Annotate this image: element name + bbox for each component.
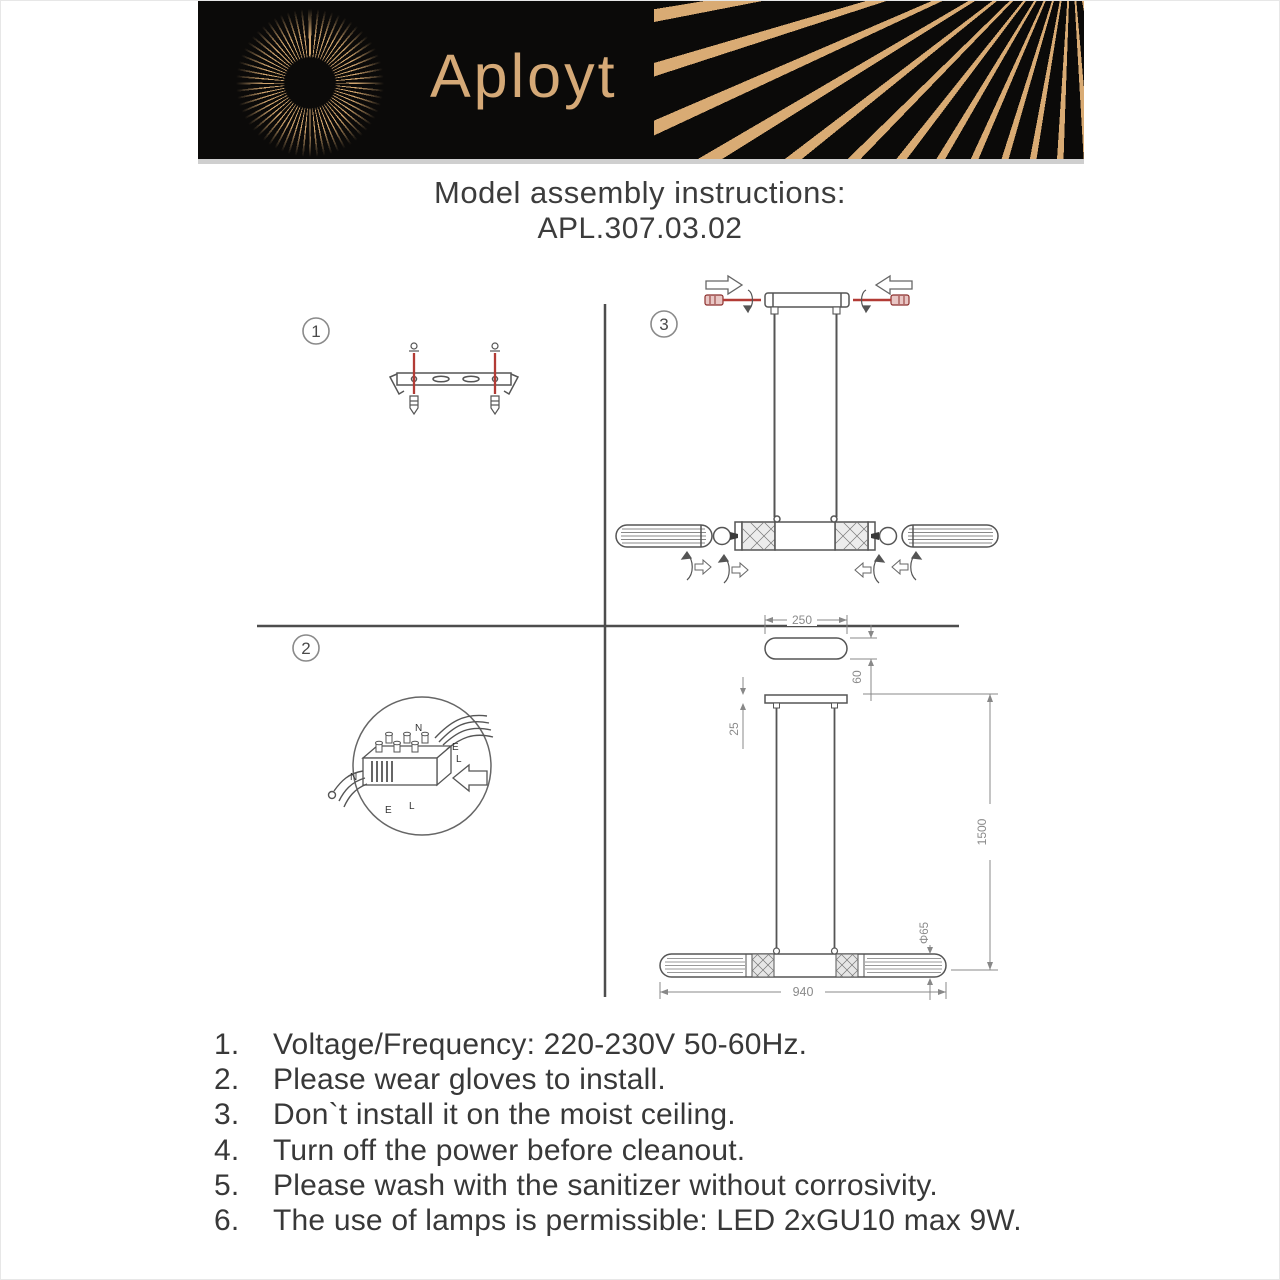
canopy-side [765,293,849,307]
item-number: 2. [214,1063,240,1097]
step-1-badge: 1 [311,322,321,341]
lamp-side-view [660,948,946,977]
instruction-list [214,1027,1134,1238]
dim-lamp-length: 940 [792,985,814,999]
list-item [214,1203,1134,1238]
canopy-top-view [765,638,847,659]
dim-suspension-height: 1500 [975,818,989,846]
item-text: The use of lamps is permissible: LED 2xGU10 max 9W. [273,1204,1022,1238]
svg-text:E: E [452,742,459,753]
step-2-badge: 2 [301,639,311,658]
item-text: Please wash with the sanitizer without corrosivity. [273,1168,938,1202]
push-arrow-icon [706,276,912,294]
rotate-arrow-icon [682,552,921,583]
section-divider-lines [257,304,959,997]
step-3-badge: 3 [659,315,669,334]
item-text: Turn off the power before cleanout. [273,1133,746,1167]
list-item [214,1027,1134,1062]
item-number: 1. [214,1028,240,1061]
item-number: 4. [214,1133,240,1167]
svg-text:N: N [415,723,423,734]
svg-text:N: N [350,772,358,783]
lamp-body [735,516,875,550]
list-item [214,1062,1134,1097]
dim-tube-diameter: Φ65 [919,922,931,944]
svg-text:E: E [385,805,392,816]
brand-name: Aployt [430,42,618,110]
svg-text:L: L [409,801,415,812]
item-text: Voltage/Frequency: 220-230V 50-60Hz. [273,1028,808,1061]
page-title: Model assembly instructions: [434,175,846,210]
step-badges [293,311,677,661]
item-number: 3. [214,1098,240,1132]
wiring-diagram [329,697,494,835]
dim-canopy-depth: 60 [850,670,864,684]
dimension-diagram [660,613,998,1000]
list-item [214,1168,1134,1203]
list-item [214,1097,1134,1132]
item-number: 5. [214,1168,240,1202]
svg-text:L: L [456,754,462,765]
list-item [214,1133,1134,1168]
model-number: APL.307.03.02 [537,212,743,245]
mounting-bracket-diagram [390,343,518,414]
item-text: Don`t install it on the moist ceiling. [273,1098,736,1132]
dim-canopy-thickness: 25 [727,722,741,736]
item-text: Please wear gloves to install. [273,1063,666,1097]
item-number: 6. [214,1204,240,1238]
dim-canopy-length: 250 [791,613,813,627]
